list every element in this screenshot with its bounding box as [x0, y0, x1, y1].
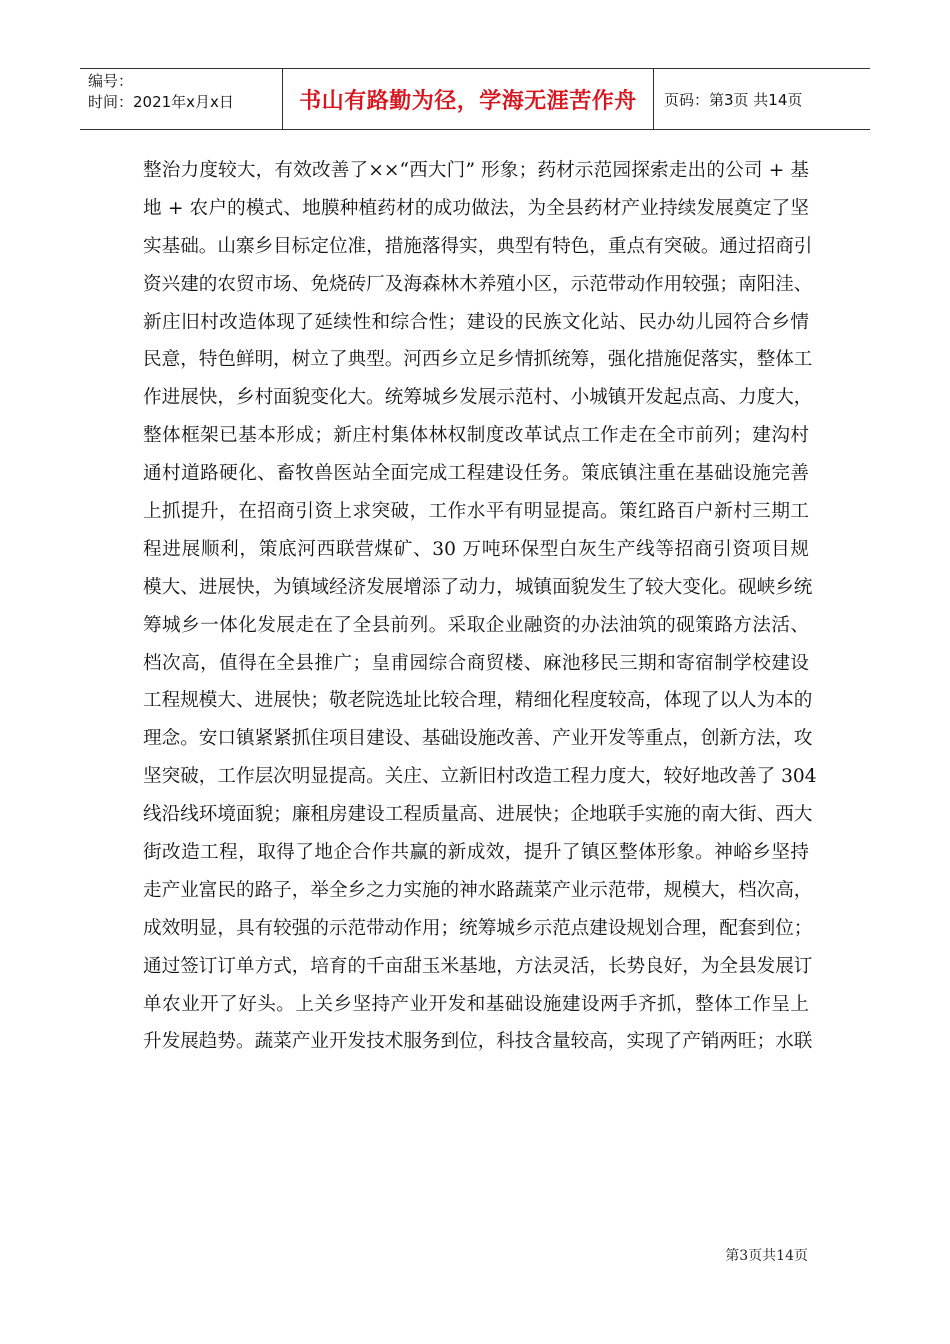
body-line: 通村道路硬化、畜牧兽医站全面完成工程建设任务。策底镇注重在基础设施完善 [143, 463, 809, 485]
body-line: 程进展顺利，策底河西联营煤矿、30 万吨环保型白灰生产线等招商引资项目规 [143, 538, 809, 560]
body-line: 坚突破，工作层次明显提高。关庄、立新旧村改造工程力度大，较好地改善了 304 [143, 766, 817, 788]
body-line: 单农业开了好头。上关乡坚持产业开发和基础设施建设两手齐抓，整体工作呈上 [143, 993, 809, 1015]
body-line: 民意，特色鲜明，树立了典型。河西乡立足乡情抓统筹，强化措施促落实，整体工 [143, 349, 813, 371]
document-number: 编号： [88, 72, 134, 90]
body-line: 理念。安口镇紧紧抓住项目建设、基础设施改善、产业开发等重点，创新方法，攻 [143, 728, 813, 750]
header-motto: 书山有路勤为径，学海无涯苦作舟 [282, 69, 654, 129]
document-body [143, 152, 817, 1061]
body-line: 实基础。山寨乡目标定位准，措施落得实，典型有特色，重点有突破。通过招商引 [143, 235, 813, 257]
body-line: 升发展趋势。蔬菜产业开发技术服务到位，科技含量较高，实现了产销两旺；水联 [143, 1031, 813, 1053]
body-line: 筹城乡一体化发展走在了全县前列。采取企业融资的办法油筑的砚策路方法活、 [143, 614, 809, 636]
body-line: 街改造工程，取得了地企合作共赢的新成效，提升了镇区整体形象。神峪乡坚持 [143, 842, 809, 864]
header-meta [80, 69, 282, 129]
body-line: 成效明显，具有较强的示范带动作用；统筹城乡示范点建设规划合理，配套到位； [143, 917, 813, 939]
body-line: 整治力度较大，有效改善了××“西大门” 形象；药材示范园探索走出的公司 + 基 [143, 160, 809, 181]
page-header [80, 68, 870, 130]
body-line: 新庄旧村改造体现了延续性和综合性；建设的民族文化站、民办幼儿园符合乡情 [143, 311, 809, 333]
document-date: 时间：2021年x月x日 [88, 93, 234, 111]
body-line: 档次高，值得在全县推广；皇甫园综合商贸楼、麻池移民三期和寄宿制学校建设 [143, 652, 809, 674]
page-footer: 第3页共14页 [725, 1248, 808, 1264]
body-line: 整体框架已基本形成；新庄村集体林权制度改革试点工作走在全市前列；建沟村 [143, 425, 809, 447]
body-line: 上抓提升，在招商引资上求突破，工作水平有明显提高。策红路百户新村三期工 [143, 501, 809, 523]
body-line: 作进展快，乡村面貌变化大。统筹城乡发展示范村、小城镇开发起点高、力度大， [143, 387, 813, 409]
body-line: 走产业富民的路子，举全乡之力实施的神水路蔬菜产业示范带，规模大，档次高， [143, 879, 813, 901]
body-line: 资兴建的农贸市场、免烧砖厂及海森林木养殖小区，示范带动作用较强；南阳洼、 [143, 273, 813, 295]
body-line: 工程规模大、进展快；敬老院选址比较合理，精细化程度较高，体现了以人为本的 [143, 690, 813, 712]
body-line: 地 + 农户的模式、地膜种植药材的成功做法，为全县药材产业持续发展奠定了坚 [143, 197, 809, 219]
body-line: 线沿线环境面貌；廉租房建设工程质量高、进展快；企地联手实施的南大街、西大 [143, 804, 813, 826]
header-page-number: 页码：第3页 共14页 [664, 90, 803, 109]
body-line: 通过签订订单方式，培育的千亩甜玉米基地，方法灵活，长势良好，为全县发展订 [143, 955, 813, 977]
body-line: 模大、进展快，为镇域经济发展增添了动力，城镇面貌发生了较大变化。砚峡乡统 [143, 576, 813, 598]
